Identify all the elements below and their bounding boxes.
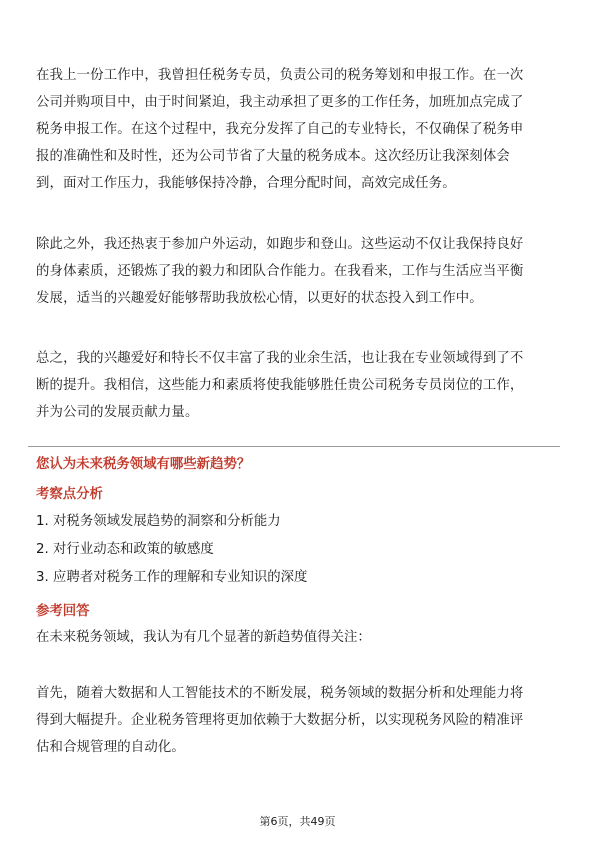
question-heading: 您认为未来税务领域有哪些新趋势？ — [36, 457, 251, 472]
paragraph-line: 税务申报工作。在这个过程中，我充分发挥了自己的专业特长，不仅确保了税务申 — [36, 122, 524, 137]
answer-paragraph — [36, 680, 568, 761]
paragraph-line: 总之，我的兴趣爱好和特长不仅丰富了我的业余生活，也让我在专业领域得到了不 — [36, 351, 524, 366]
paragraph-line: 估和合规管理的自动化。 — [36, 740, 185, 755]
paragraph-line: 的身体素质，还锻炼了我的毅力和团队合作能力。在我看来，工作与生活应当平衡 — [36, 264, 524, 279]
paragraph-line: 到，面对工作压力，我能够保持冷静，合理分配时间，高效完成任务。 — [36, 176, 456, 191]
paragraph-line: 报的准确性和及时性，还为公司节省了大量的税务成本。这次经历让我深刻体会 — [36, 149, 510, 164]
page-footer: 第6页，共49页 — [259, 815, 336, 828]
answer-intro: 在未来税务领域，我认为有几个显著的新趋势值得关注： — [36, 630, 371, 645]
answer-heading: 参考回答 — [36, 604, 90, 619]
paragraph-hobbies — [36, 231, 568, 312]
paragraph-line: 除此之外，我还热衷于参加户外运动，如跑步和登山。这些运动不仅让我保持良好 — [36, 237, 524, 252]
paragraph-line: 公司并购项目中，由于时间紧迫，我主动承担了更多的工作任务，加班加点完成了 — [36, 95, 524, 110]
paragraph-line: 并为公司的发展贡献力量。 — [36, 405, 199, 420]
paragraph-line: 得到大幅提升。企业税务管理将更加依赖于大数据分析，以实现税务风险的精准评 — [36, 713, 524, 728]
paragraph-line: 首先，随着大数据和人工智能技术的不断发展，税务领域的数据分析和处理能力将 — [36, 686, 524, 701]
analysis-item: 3. 应聘者对税务工作的理解和专业知识的深度 — [36, 570, 308, 585]
analysis-item: 1. 对税务领域发展趋势的洞察和分析能力 — [36, 514, 281, 529]
paragraph-line: 断的提升。我相信，这些能力和素质将使我能够胜任贵公司税务专员岗位的工作， — [36, 378, 524, 393]
paragraph-work-experience — [36, 62, 568, 197]
paragraph-line: 发展，适当的兴趣爱好能够帮助我放松心情，以更好的状态投入到工作中。 — [36, 291, 483, 306]
analysis-item: 2. 对行业动态和政策的敏感度 — [36, 542, 214, 557]
paragraph-line: 在我上一份工作中，我曾担任税务专员，负责公司的税务筹划和申报工作。在一次 — [36, 68, 524, 83]
analysis-heading: 考察点分析 — [36, 487, 103, 502]
paragraph-conclusion — [36, 345, 568, 426]
section-divider — [28, 446, 560, 447]
